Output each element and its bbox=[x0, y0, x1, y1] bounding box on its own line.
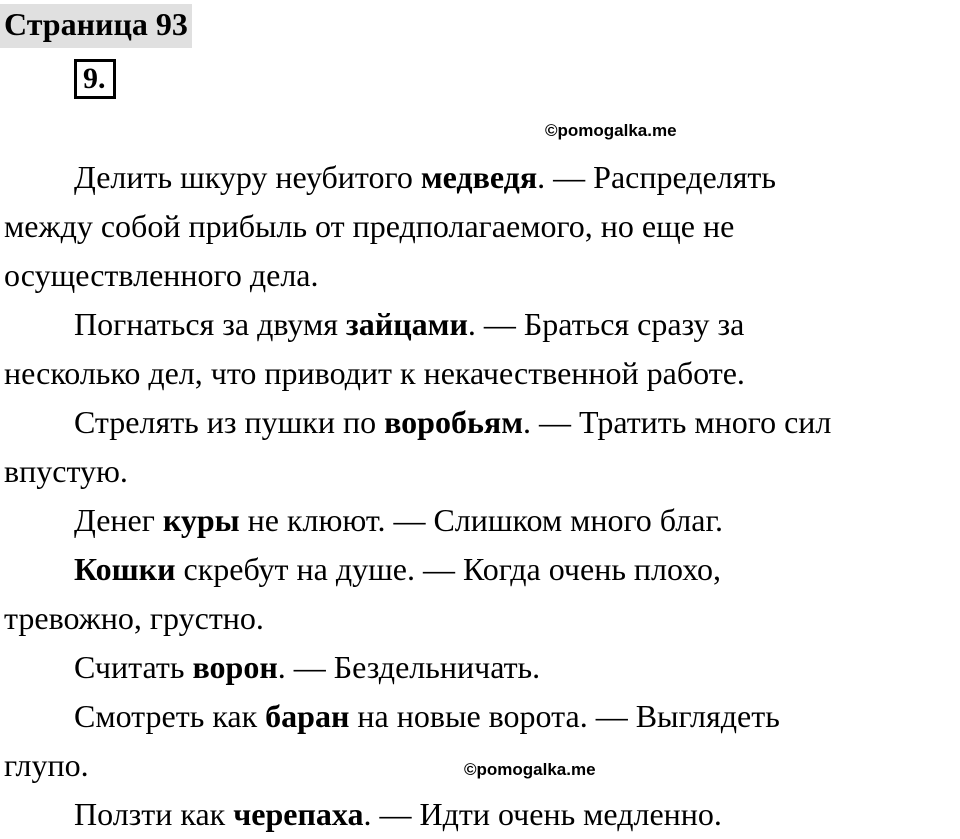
idiom-line bbox=[4, 545, 960, 594]
idiom-item bbox=[4, 398, 960, 496]
key-word: воробьям bbox=[384, 404, 523, 440]
text-run: не клюют. — Слишком много благ. bbox=[239, 502, 723, 538]
page-title: Страница 93 bbox=[0, 4, 192, 48]
text-run: на новые ворота. — Выглядеть bbox=[349, 698, 780, 734]
idioms-list bbox=[4, 153, 960, 839]
text-run: несколько дел, что приводит к некачественной работе. bbox=[4, 355, 745, 391]
idiom-line bbox=[4, 300, 960, 349]
task-number: 9 bbox=[83, 62, 98, 95]
task-number-box bbox=[74, 59, 116, 99]
idiom-item bbox=[4, 300, 960, 398]
text-run: Делить шкуру неубитого bbox=[74, 159, 421, 195]
idiom-item bbox=[4, 496, 960, 545]
text-run: тревожно, грустно. bbox=[4, 600, 264, 636]
idiom-item bbox=[4, 790, 960, 839]
idiom-line bbox=[4, 251, 960, 300]
key-word: Кошки bbox=[74, 551, 176, 587]
idiom-item bbox=[4, 153, 960, 300]
key-word: куры bbox=[162, 502, 240, 538]
idiom-item bbox=[4, 692, 960, 790]
key-word: ворон bbox=[192, 649, 278, 685]
idiom-line bbox=[4, 398, 960, 447]
text-run: между собой прибыль от предполагаемого, но еще не bbox=[4, 208, 735, 244]
watermark: ©pomogalka.me bbox=[464, 760, 596, 779]
text-run: . — Браться сразу за bbox=[467, 306, 745, 342]
text-run: Стрелять из пушки по bbox=[74, 404, 385, 440]
text-run: Ползти как bbox=[74, 796, 234, 832]
idiom-line bbox=[4, 153, 960, 202]
text-run: . — Бездельничать. bbox=[277, 649, 541, 685]
text-run: скребут на душе. — Когда очень плохо, bbox=[175, 551, 721, 587]
idiom-line bbox=[4, 202, 960, 251]
text-run: . — Идти очень медленно. bbox=[363, 796, 722, 832]
text-run: Считать bbox=[74, 649, 193, 685]
idiom-line bbox=[4, 692, 960, 741]
text-run: Погнаться за двумя bbox=[74, 306, 346, 342]
text-run: впустую. bbox=[4, 453, 128, 489]
key-word: баран bbox=[265, 698, 350, 734]
idiom-line bbox=[4, 594, 960, 643]
idiom-line bbox=[4, 741, 960, 790]
text-run: осуществленного дела. bbox=[4, 257, 319, 293]
key-word: черепаха bbox=[233, 796, 364, 832]
watermark: ©pomogalka.me bbox=[545, 121, 677, 140]
text-run: глупо. bbox=[4, 747, 89, 783]
text-run: . — Тратить много сил bbox=[522, 404, 832, 440]
idiom-line bbox=[4, 349, 960, 398]
key-word: медведя bbox=[420, 159, 538, 195]
idiom-line bbox=[4, 447, 960, 496]
text-run: . — Распределять bbox=[537, 159, 776, 195]
idiom-item bbox=[4, 643, 960, 692]
text-run: Смотреть как bbox=[74, 698, 266, 734]
idiom-line bbox=[4, 496, 960, 545]
idiom-item bbox=[4, 545, 960, 643]
task-number-suffix: . bbox=[98, 62, 106, 95]
text-run: Денег bbox=[74, 502, 163, 538]
idiom-line bbox=[4, 790, 960, 839]
idiom-line bbox=[4, 643, 960, 692]
key-word: зайцами bbox=[345, 306, 468, 342]
